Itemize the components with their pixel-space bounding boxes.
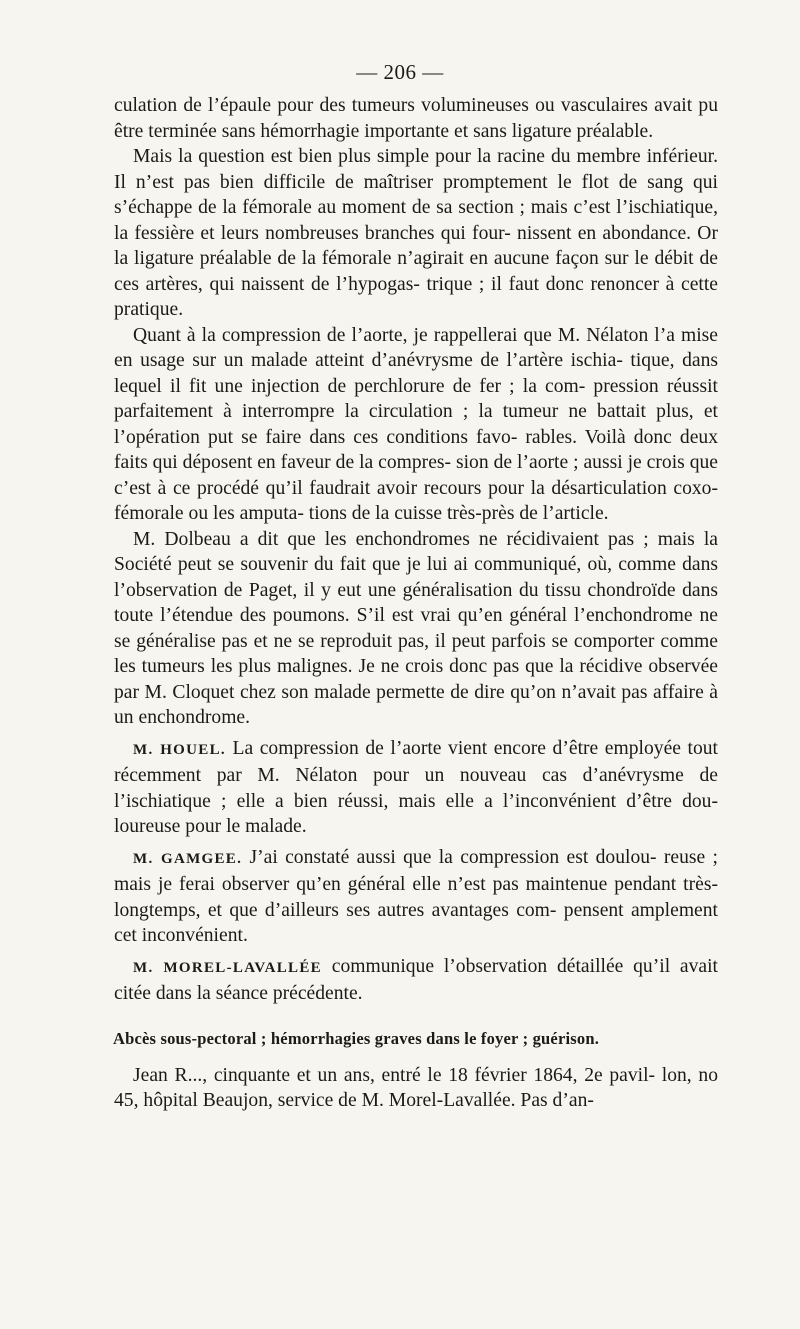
speaker-name: M. HOUEL. — [133, 741, 226, 758]
speech-text: La compression de l’aorte vient encore d’être employée tout récemment par M. Nélaton pour un nouveau cas d’anévrysme de l’ischiatique ; elle a bien réussi, mais elle a l’inconvénient d’être dou- loureuse pour le malade. — [114, 737, 718, 837]
speaker-name: M. MOREL-LAVALLÉE — [133, 959, 322, 976]
speech-text: J’ai constaté aussi que la compression est doulou- reuse ; mais je ferai observer qu’en général elle n’est pas maintenue pendant très-longtemps, et que d’ailleurs ses autres avantages com- pensent amplement cet inconvénient. — [114, 846, 719, 946]
paragraph-enchondromes: M. Dolbeau a dit que les enchondromes ne récidivaient pas ; mais la Société peut se souvenir du fait que je lui ai communiqué, où, comme dans l’observation de Paget, il y eut une généralisation du tissu chondroïde dans toute l’étendue des poumons. S’il est vrai qu’en général l’enchondrome ne se généralise pas et ne se reproduit pas, il peut parfois se comporter comme les tumeurs les plus malignes. Je ne crois donc pas que la récidive observée par M. Cloquet chez son malade permette de dire qu’on n’avait pas affaire à un enchondrome. — [114, 528, 718, 728]
speaker-name: M. GAMGEE. — [133, 850, 243, 867]
paragraph-continuation: culation de l’épaule pour des tumeurs volumineuses ou vasculaires avait pu être terminée sans hémorrhagie importante et sans ligature préalable. — [114, 95, 718, 142]
page-number: — 206 — — [356, 60, 444, 84]
speech-text: communique l’observation détaillée qu’il avait citée dans la séance précédente. — [114, 955, 718, 1004]
body-text — [114, 93, 718, 1114]
speech-gamgee — [114, 845, 718, 949]
section-title: Abcès sous-pectoral ; hémorrhagies graves dans le foyer ; guérison. — [113, 1028, 600, 1048]
paragraph-compression-aorte: Quant à la compression de l’aorte, je rappellerai que M. Nélaton l’a mise en usage sur un malade atteint d’anévrysme de l’artère ischia- tique, dans lequel il fit une injection de perchlorure de fer ; la com- pression réussit parfaitement à interrompre la circulation ; la tumeur ne battait plus, et l’opération put se faire dans ces conditions favo- rables. Voilà donc deux faits qui déposent en faveur de la compres- sion de l’aorte ; aussi je crois que c’est à ce procédé qu’il faudrait avoir recours pour la désarticulation coxo-fémorale ou les amputa- tions de la cuisse très-près de l’article. — [114, 324, 718, 524]
paragraph-racine-membre: Mais la question est bien plus simple pour la racine du membre inférieur. Il n’est pas bien difficile de maîtriser promptement le flot de sang qui s’échappe de la fémorale au moment de sa section ; mais c’est l’ischiatique, la fessière et leurs nombreuses branches qui four- nissent en abondance. Or la ligature préalable de la fémorale n’agirait en aucune façon sur le débit de ces artères, qui naissent de l’hypogas- trique ; il faut donc renoncer à cette pratique. — [114, 146, 718, 320]
speech-morel-lavallee — [114, 954, 718, 1007]
case-paragraph: Jean R..., cinquante et un ans, entré le 18 février 1864, 2e pavil- lon, no 45, hôpital Beaujon, service de M. Morel-Lavallée. Pas d’an- — [114, 1064, 718, 1111]
speech-houel — [114, 736, 718, 840]
